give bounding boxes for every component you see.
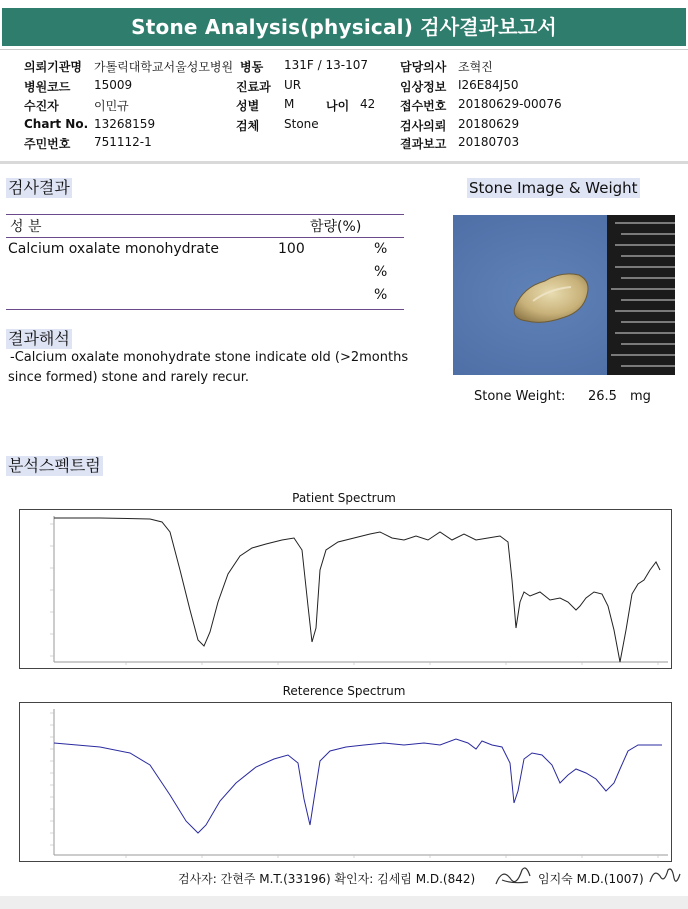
stone-image-title: Stone Image & Weight <box>469 179 638 197</box>
signature-1 <box>492 862 534 892</box>
reference-spectrum-title: Reterence Spectrum <box>282 684 406 698</box>
result-unit: % <box>374 264 388 280</box>
resident-id-label: 주민번호 <box>24 137 71 151</box>
signature-2 <box>646 862 682 892</box>
director-footer: 임지숙 M.D.(1007) <box>538 872 644 886</box>
department: UR <box>284 78 302 92</box>
age: 42 <box>360 97 376 111</box>
request-date-label: 검사의뢰 <box>400 119 447 133</box>
interpretation-section-title: 결과해석 <box>8 329 70 348</box>
results-table-bottom-rule <box>6 309 404 310</box>
ward: 131F / 13-107 <box>284 58 368 72</box>
stone-photo <box>453 215 675 375</box>
report-date-label: 결과보고 <box>400 137 447 151</box>
resident-id: 751112-1 <box>94 135 152 149</box>
result-unit: % <box>374 241 388 257</box>
page-bottom-bar <box>0 896 688 909</box>
stone-weight-value: 26.5 <box>588 389 617 404</box>
accession: 20180629-00076 <box>458 97 562 111</box>
result-value: 100 <box>278 241 305 257</box>
patient-spectrum-title: Patient Spectrum <box>292 491 396 505</box>
results-section-title: 검사결과 <box>8 178 70 197</box>
report-title: Stone Analysis(physical) 검사결과보고서 <box>2 8 686 46</box>
results-col-content: 함량(%) <box>310 219 362 235</box>
hospital-code: 15009 <box>94 78 133 92</box>
examiner-footer: 검사자: 간현주 M.T.(33196) 확인자: 김세림 M.D.(842) <box>178 872 476 886</box>
doctor-label: 담당의사 <box>400 60 447 74</box>
requesting-institution-label: 의뢰기관명 <box>24 60 82 74</box>
report-date: 20180703 <box>458 135 520 149</box>
clinical-info: I26E84J50 <box>458 78 519 92</box>
spectra-section-title: 분석스펙트럼 <box>8 456 101 475</box>
interpretation-line-2: since formed) stone and rarely recur. <box>8 370 249 385</box>
patient-name: 이민규 <box>94 99 129 113</box>
department-label: 진료과 <box>236 80 271 94</box>
patient-label: 수진자 <box>24 99 59 113</box>
chart-label: Chart No. <box>24 117 89 131</box>
patient-spectrum-chart <box>19 509 672 669</box>
accession-label: 접수번호 <box>400 99 447 113</box>
age-label: 나이 <box>326 99 350 113</box>
interpretation-line-1: -Calcium oxalate monohydrate stone indicate old (>2months <box>10 350 409 365</box>
request-date: 20180629 <box>458 117 520 131</box>
patient-spectrum-line <box>54 518 660 662</box>
sex: M <box>284 97 295 111</box>
hospital-code-label: 병원코드 <box>24 80 71 94</box>
ward-label: 병동 <box>240 60 264 74</box>
results-table-header-rule <box>6 237 404 238</box>
sex-label: 성별 <box>236 99 260 113</box>
specimen-label: 검체 <box>236 119 260 133</box>
clinical-info-label: 임상정보 <box>400 80 447 94</box>
results-col-component: 성 분 <box>10 219 42 235</box>
stone-weight-label: Stone Weight: <box>474 389 566 404</box>
reference-spectrum-line <box>54 739 662 833</box>
result-unit: % <box>374 287 388 303</box>
doctor: 조혁진 <box>458 60 493 74</box>
results-table-top-rule <box>6 214 404 215</box>
specimen: Stone <box>284 117 319 131</box>
chart-number: 13268159 <box>94 117 156 131</box>
reference-spectrum-chart <box>19 702 672 862</box>
result-component: Calcium oxalate monohydrate <box>8 241 219 257</box>
requesting-institution: 가톨릭대학교서울성모병원 <box>94 60 234 74</box>
stone-weight-unit: mg <box>630 389 651 404</box>
